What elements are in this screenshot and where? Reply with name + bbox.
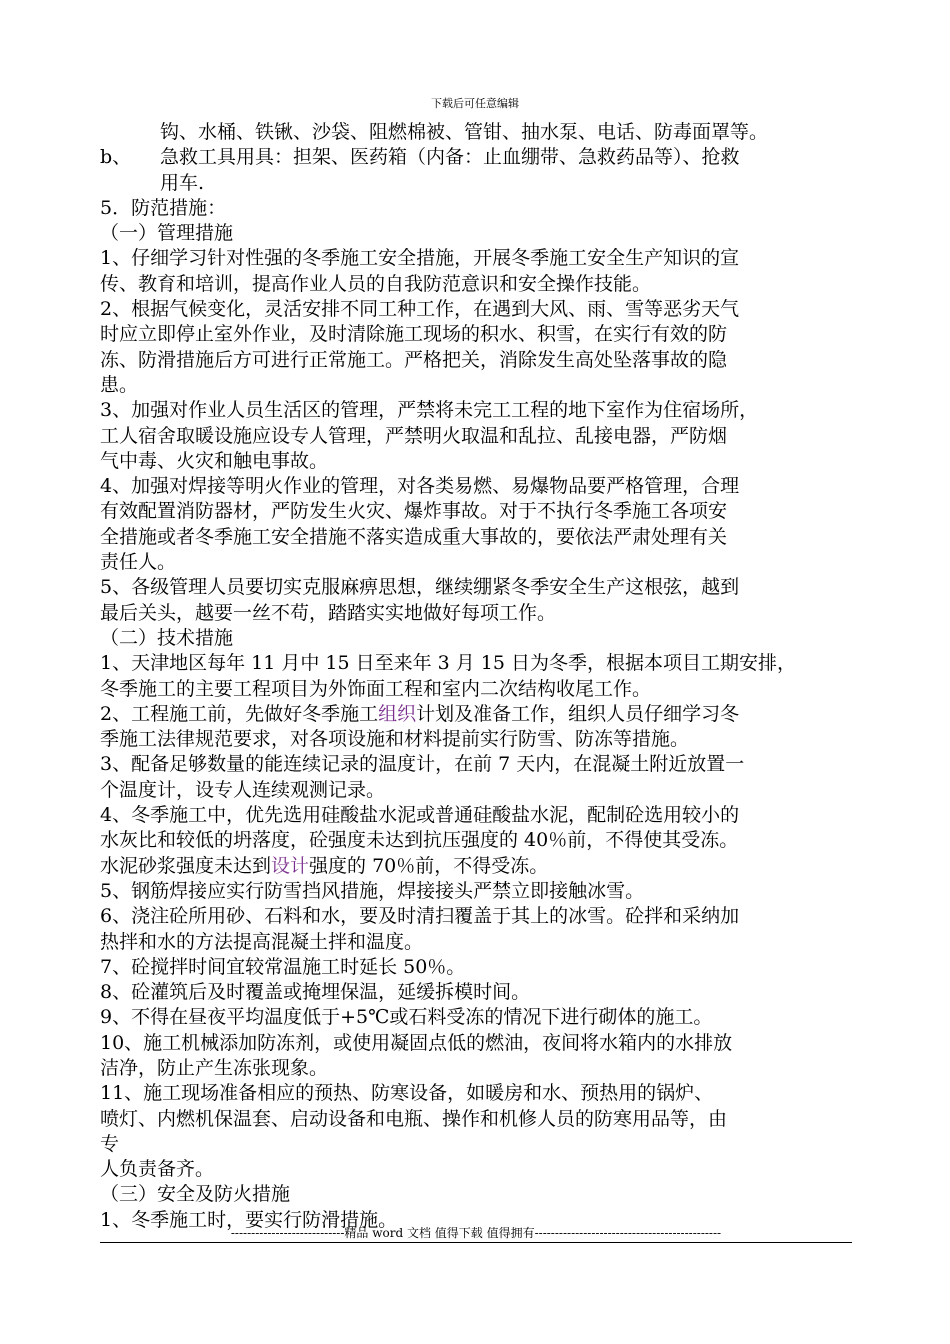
section-heading: 5．防范措施：	[100, 196, 227, 219]
footer-divider	[100, 1242, 852, 1243]
text-line: 水灰比和较低的坍落度，砼强度未达到抗压强度的 40％前，不得使其受冻。	[100, 829, 739, 852]
subsection-heading: （二）技术措施	[100, 626, 234, 649]
text-line: 专	[100, 1132, 120, 1155]
text-line: 5、钢筋焊接应实行防雪挡风措施，焊接接头严禁立即接触冰雪。	[100, 879, 645, 902]
text-line: 5、各级管理人员要切实克服麻痹思想，继续绷紧冬季安全生产这根弦，越到	[100, 576, 740, 599]
text-line: 用车.	[160, 171, 205, 194]
text-line: 洁净，防止产生冻张现象。	[100, 1056, 329, 1079]
text-line: 冻、防滑措施后方可进行正常施工。严格把关，消除发生高处坠落事故的隐	[100, 348, 728, 371]
text-line: 工人宿舍取暖设施应设专人管理，严禁明火取温和乱拉、乱接电器，严防烟	[100, 424, 728, 447]
text-line	[100, 702, 855, 727]
text-line: 10、施工机械添加防冻剂，或使用凝固点低的燃油，夜间将水箱内的水排放	[100, 1031, 733, 1054]
text-line: 3、加强对作业人员生活区的管理，严禁将未完工工程的地下室作为住宿场所，	[100, 399, 759, 422]
text-line: 时应立即停止室外作业，及时清除施工现场的积水、积雪，在实行有效的防	[100, 323, 728, 346]
list-item-b	[100, 145, 855, 170]
text-line: 8、砼灌筑后及时覆盖或掩埋保温，延缓拆模时间。	[100, 981, 531, 1004]
text-line: 2、根据气候变化，灵活安排不同工种工作，在遇到大风、雨、雪等恶劣天气	[100, 298, 740, 321]
text-line: 急救工具用具：担架、医药箱（内备：止血绷带、急救药品等）、抢救	[160, 146, 740, 169]
text-line: 传、教育和培训，提高作业人员的自我防范意识和安全操作技能。	[100, 272, 652, 295]
text-line: 人负责备齐。	[100, 1158, 215, 1181]
subsection-heading: （三）安全及防火措施	[100, 1183, 291, 1206]
text-line: 冬季施工的主要工程项目为外饰面工程和室内二次结构收尾工作。	[100, 677, 652, 700]
page-header: 下载后可任意编辑	[431, 97, 519, 110]
text-line: 1、仔细学习针对性强的冬季施工安全措施，开展冬季施工安全生产知识的宣	[100, 247, 740, 270]
text-segment: 2、工程施工前，先做好冬季施工	[100, 702, 379, 725]
text-line: 有效配置消防器材，严防发生火灾、爆炸事故。对于不执行冬季施工各项安	[100, 500, 728, 523]
text-line: 喷灯、内燃机保温套、启动设备和电瓶、操作和机修人员的防寒用品等，由	[100, 1107, 728, 1130]
text-segment: 计划及准备工作，组织人员仔细学习冬	[416, 702, 740, 725]
link-design[interactable]: 设计	[271, 854, 310, 877]
document-body	[100, 120, 855, 1233]
page-footer: ----------------------------精品 word 文档 值得下载 值得拥有----------------------------------------------	[230, 1226, 722, 1240]
text-line: 1、天津地区每年 11 月中 15 日至来年 3 月 15 日为冬季，根据本项目工期安排，	[100, 652, 797, 675]
subsection-heading: （一）管理措施	[100, 222, 234, 245]
text-line	[100, 854, 855, 879]
text-line: 4、冬季施工中，优先选用硅酸盐水泥或普通硅酸盐水泥，配制砼选用较小的	[100, 804, 740, 827]
text-line: 11、施工现场准备相应的预热、防寒设备，如暖房和水、预热用的锅炉、	[100, 1082, 714, 1105]
text-line: 4、加强对焊接等明火作业的管理，对各类易燃、易爆物品要严格管理，合理	[100, 475, 740, 498]
text-line: 全措施或者冬季施工安全措施不落实造成重大事故的，要依法严肃处理有关	[100, 525, 728, 548]
text-line: 季施工法律规范要求，对各项设施和材料提前实行防雪、防冻等措施。	[100, 728, 690, 751]
text-line: 最后关头，越要一丝不苟，踏踏实实地做好每项工作。	[100, 601, 557, 624]
text-line: 3、配备足够数量的能连续记录的温度计，在前 7 天内，在混凝土附近放置一	[100, 753, 745, 776]
text-line: 1、冬季施工时，要实行防滑措施。	[100, 1208, 398, 1231]
text-segment: 强度的 70％前，不得受冻。	[309, 854, 549, 877]
link-organize[interactable]: 组织	[378, 702, 417, 725]
text-segment: 水泥砂浆强度未达到	[100, 854, 272, 877]
text-line: 7、砼搅拌时间宜较常温施工时延长 50％。	[100, 955, 466, 978]
text-line: 热拌和水的方法提高混凝土拌和温度。	[100, 930, 424, 953]
text-line: 9、不得在昼夜平均温度低于+5℃或石料受冻的情况下进行砌体的施工。	[100, 1006, 713, 1029]
text-line: 责任人。	[100, 551, 177, 574]
text-line: 钩、水桶、铁锹、沙袋、阻燃棉被、管钳、抽水泵、电话、防毒面罩等。	[160, 121, 769, 143]
text-line: 6、浇注砼所用砂、石料和水，要及时清扫覆盖于其上的冰雪。砼拌和采纳加	[100, 905, 740, 928]
text-line: 患。	[100, 373, 139, 396]
list-label: b、	[100, 146, 132, 169]
text-line: 气中毒、火灾和触电事故。	[100, 449, 329, 472]
text-line: 个温度计，设专人连续观测记录。	[100, 778, 386, 801]
